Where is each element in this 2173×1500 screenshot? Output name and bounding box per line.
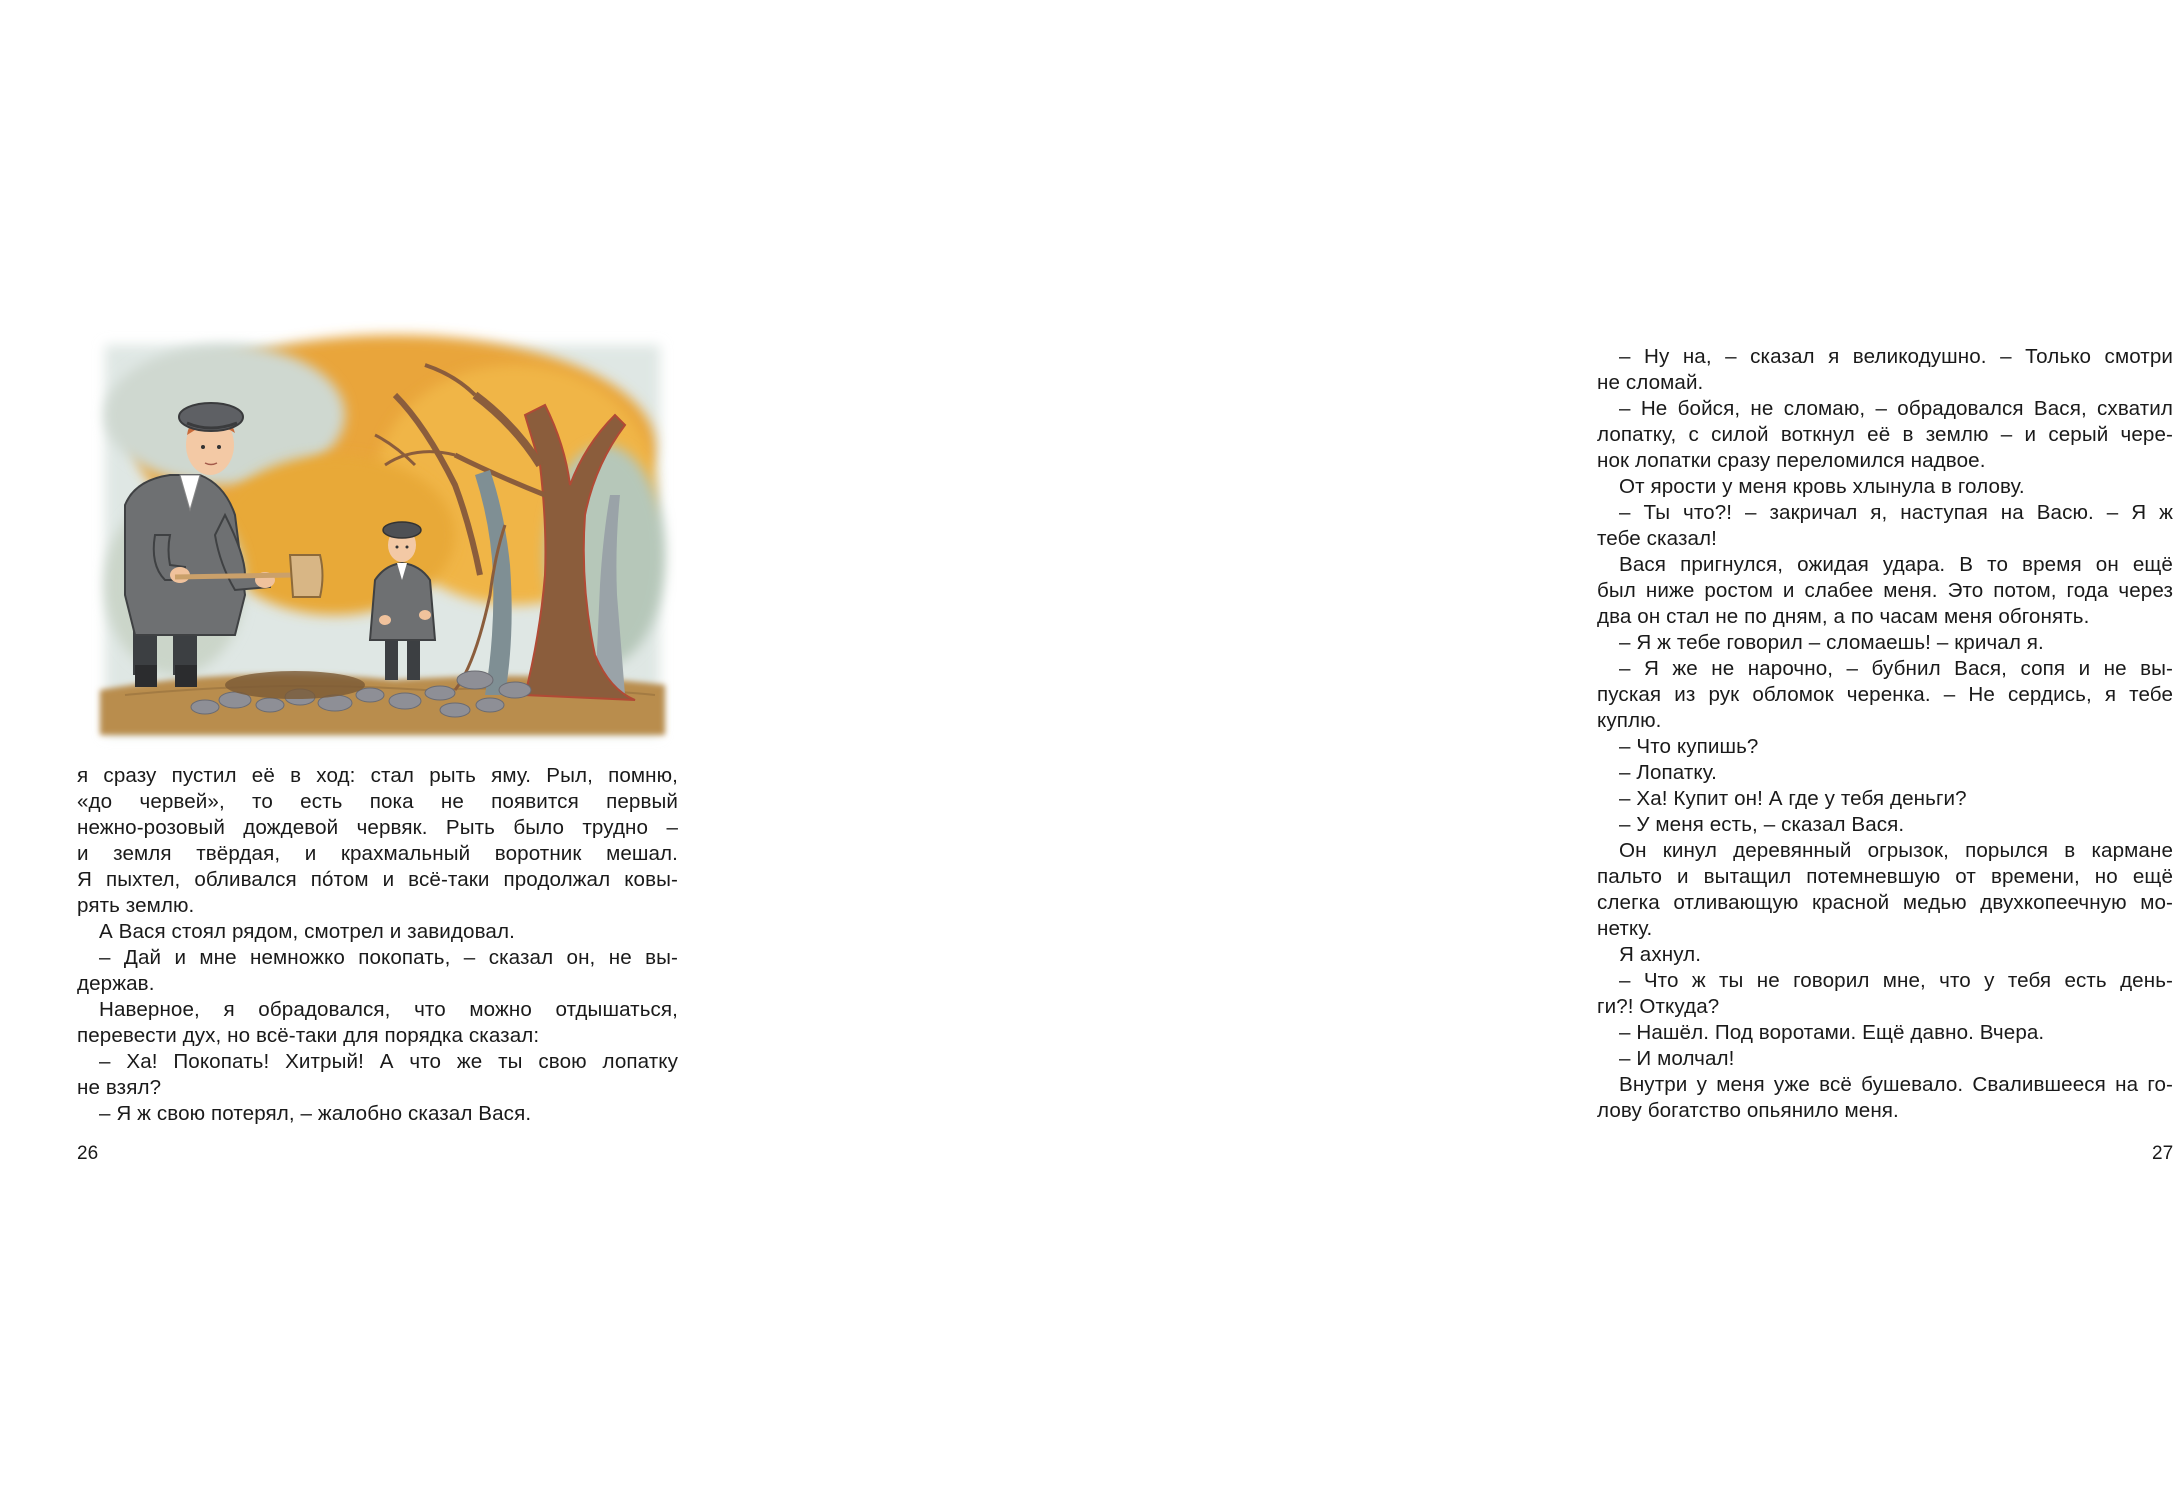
text-line: и земля твёрдая, и крахмальный воротник мешал. (77, 842, 678, 865)
text-line: «до червей», то есть пока не появится первый (77, 790, 678, 813)
text-line: не взял? (77, 1076, 162, 1099)
text-line: – Не бойся, не сломаю, – обрадовался Вася, схватил (1619, 397, 2173, 420)
text-line: был ниже ростом и слабее меня. Это потом, года через (1597, 579, 2173, 602)
text-line: лопатку, с силой воткнул её в землю – и серый чере- (1597, 423, 2173, 446)
left-page (0, 0, 750, 1500)
text-line: нежно-розовый дождевой червяк. Рыть было трудно – (77, 816, 678, 839)
text-line: – Что купишь? (1619, 735, 1759, 758)
text-line: рять землю. (77, 894, 195, 917)
text-line: – И молчал! (1619, 1047, 1735, 1070)
text-line: – Что ж ты не говорил мне, что у тебя есть день- (1619, 969, 2173, 992)
text-line: нок лопатки сразу переломился надвое. (1597, 449, 1986, 472)
text-line: лову богатство опьянило меня. (1597, 1099, 1899, 1122)
right-page (750, 0, 2173, 1500)
text-line: держав. (77, 972, 155, 995)
text-line: – Ха! Покопать! Хитрый! А что же ты свою лопатку (99, 1050, 678, 1073)
page-number-left: 26 (77, 1143, 99, 1164)
text-line: Вася пригнулся, ожидая удара. В то время он ещё (1619, 553, 2173, 576)
text-line: нетку. (1597, 917, 1653, 940)
text-line: пальто и вытащил потемневшую от времени, но ещё (1597, 865, 2173, 888)
page-number-right: 27 (2152, 1143, 2173, 1164)
text-line: куплю. (1597, 709, 1662, 732)
text-line: я сразу пустил её в ход: стал рыть яму. Рыл, помню, (77, 764, 678, 787)
text-line: два он стал не по дням, а по часам меня обгонять. (1597, 605, 2090, 628)
text-line: – Я же не нарочно, – бубнил Вася, сопя и не вы- (1619, 657, 2173, 680)
text-line: От ярости у меня кровь хлынула в голову. (1619, 475, 2025, 498)
text-line: слегка отливающую красной медью двухкопеечную мо- (1597, 891, 2173, 914)
right-page-text (1597, 344, 2173, 1124)
left-page-text (77, 763, 678, 1127)
text-line: пуская из рук обломок черенка. – Не сердись, я тебе (1597, 683, 2173, 706)
text-line: – Я ж тебе говорил – сломаешь! – кричал я. (1619, 631, 2044, 654)
text-line: – Лопатку. (1619, 761, 1717, 784)
text-line: – Ха! Купит он! А где у тебя деньги? (1619, 787, 1967, 810)
text-line: – Нашёл. Под воротами. Ещё давно. Вчера. (1619, 1021, 2045, 1044)
boys-digging-illustration (95, 335, 670, 745)
text-line: Я пыхтел, обливался пóтом и всё-таки продолжал ковы- (77, 868, 678, 891)
text-line: перевести дух, но всё-таки для порядка сказал: (77, 1024, 540, 1047)
text-line: – Ну на, – сказал я великодушно. – Только смотри (1619, 345, 2173, 368)
text-line: – Ты что?! – закричал я, наступая на Васю. – Я ж (1619, 501, 2173, 524)
text-line: тебе сказал! (1597, 527, 1717, 550)
text-line: не сломай. (1597, 371, 1704, 394)
text-line: Наверное, я обрадовался, что можно отдышаться, (99, 998, 678, 1021)
text-line: Я ахнул. (1619, 943, 1702, 966)
text-line: Он кинул деревянный огрызок, порылся в кармане (1619, 839, 2173, 862)
text-line: ги?! Откуда? (1597, 995, 1720, 1018)
text-line: – Дай и мне немножко покопать, – сказал он, не вы- (99, 946, 678, 969)
text-line: – У меня есть, – сказал Вася. (1619, 813, 1905, 836)
text-line: – Я ж свою потерял, – жалобно сказал Вася. (99, 1102, 532, 1125)
text-line: А Вася стоял рядом, смотрел и завидовал. (99, 920, 515, 943)
text-line: Внутри у меня уже всё бушевало. Свалившееся на го- (1619, 1073, 2173, 1096)
